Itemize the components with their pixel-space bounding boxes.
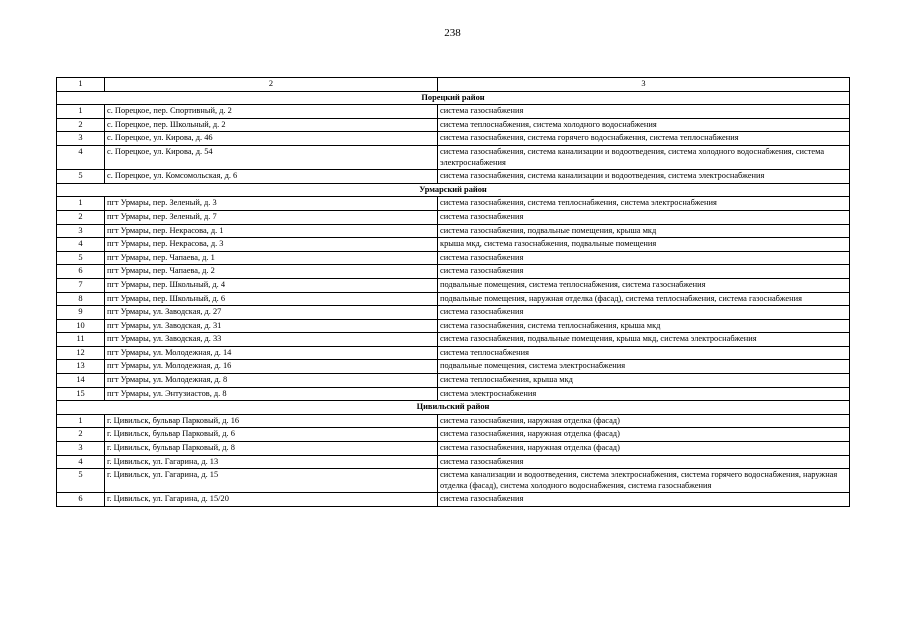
table-row [57, 170, 850, 184]
table-row [57, 346, 850, 360]
row-number: 1 [57, 197, 105, 211]
row-number: 8 [57, 292, 105, 306]
table-row [57, 105, 850, 119]
column-number-header: 1 [57, 78, 105, 92]
table-row [57, 442, 850, 456]
row-number: 15 [57, 387, 105, 401]
district-title: Порецкий район [57, 91, 850, 105]
table-row [57, 306, 850, 320]
row-address: с. Порецкое, ул. Кирова, д. 46 [105, 132, 438, 146]
row-number: 4 [57, 145, 105, 169]
row-systems: система газоснабжения [438, 251, 850, 265]
district-row [57, 183, 850, 197]
row-number: 3 [57, 224, 105, 238]
row-address: пгт Урмары, пер. Школьный, д. 4 [105, 278, 438, 292]
row-systems: система теплоснабжения [438, 346, 850, 360]
buildings-table [56, 77, 850, 507]
column-address-header: 2 [105, 78, 438, 92]
row-systems: система газоснабжения, система горячего водоснабжения, система теплоснабжения [438, 132, 850, 146]
row-address: пгт Урмары, пер. Зеленый, д. 3 [105, 197, 438, 211]
row-systems: подвальные помещения, наружная отделка (фасад), система теплоснабжения, система газоснабжения [438, 292, 850, 306]
district-row [57, 91, 850, 105]
table-row [57, 374, 850, 388]
row-systems: система газоснабжения [438, 306, 850, 320]
row-systems: система газоснабжения, наружная отделка (фасад) [438, 414, 850, 428]
row-address: г. Цивильск, ул. Гагарина, д. 13 [105, 455, 438, 469]
table-row [57, 333, 850, 347]
row-address: пгт Урмары, пер. Чапаева, д. 2 [105, 265, 438, 279]
row-address: пгт Урмары, ул. Молодежная, д. 8 [105, 374, 438, 388]
row-number: 2 [57, 118, 105, 132]
table-row [57, 132, 850, 146]
district-row [57, 401, 850, 415]
row-systems: система газоснабжения, наружная отделка (фасад) [438, 428, 850, 442]
table-row [57, 428, 850, 442]
table-row [57, 265, 850, 279]
row-address: г. Цивильск, бульвар Парковый, д. 6 [105, 428, 438, 442]
table-row [57, 292, 850, 306]
row-systems: система газоснабжения, система канализации и водоотведения, система электроснабжения [438, 170, 850, 184]
row-number: 5 [57, 469, 105, 493]
row-number: 2 [57, 428, 105, 442]
row-address: пгт Урмары, ул. Заводская, д. 31 [105, 319, 438, 333]
row-number: 12 [57, 346, 105, 360]
row-number: 5 [57, 170, 105, 184]
row-systems: система газоснабжения [438, 265, 850, 279]
row-address: пгт Урмары, пер. Школьный, д. 6 [105, 292, 438, 306]
row-number: 7 [57, 278, 105, 292]
row-systems: система газоснабжения, система канализации и водоотведения, система холодного водоснабжения, система электроснабжения [438, 145, 850, 169]
row-number: 3 [57, 442, 105, 456]
row-number: 4 [57, 238, 105, 252]
column-systems-header: 3 [438, 78, 850, 92]
row-address: с. Порецкое, пер. Школьный, д. 2 [105, 118, 438, 132]
row-address: с. Порецкое, ул. Кирова, д. 54 [105, 145, 438, 169]
row-address: г. Цивильск, ул. Гагарина, д. 15/20 [105, 493, 438, 507]
table-row [57, 197, 850, 211]
row-systems: система газоснабжения, наружная отделка (фасад) [438, 442, 850, 456]
district-title: Урмарский район [57, 183, 850, 197]
row-number: 2 [57, 210, 105, 224]
row-number: 14 [57, 374, 105, 388]
row-address: пгт Урмары, пер. Некрасова, д. 1 [105, 224, 438, 238]
row-number: 9 [57, 306, 105, 320]
row-number: 1 [57, 414, 105, 428]
row-systems: подвальные помещения, система теплоснабжения, система газоснабжения [438, 278, 850, 292]
row-number: 6 [57, 265, 105, 279]
row-number: 6 [57, 493, 105, 507]
row-address: пгт Урмары, пер. Чапаева, д. 1 [105, 251, 438, 265]
table-row [57, 251, 850, 265]
row-address: пгт Урмары, ул. Молодежная, д. 14 [105, 346, 438, 360]
row-address: пгт Урмары, ул. Заводская, д. 27 [105, 306, 438, 320]
table-row [57, 118, 850, 132]
table-row [57, 469, 850, 493]
row-number: 11 [57, 333, 105, 347]
row-systems: система газоснабжения [438, 493, 850, 507]
row-address: г. Цивильск, бульвар Парковый, д. 16 [105, 414, 438, 428]
row-systems: система теплоснабжения, система холодного водоснабжения [438, 118, 850, 132]
row-address: с. Порецкое, ул. Комсомольская, д. 6 [105, 170, 438, 184]
table-row [57, 493, 850, 507]
row-address: с. Порецкое, пер. Спортивный, д. 2 [105, 105, 438, 119]
table-row [57, 145, 850, 169]
row-number: 13 [57, 360, 105, 374]
row-systems: система газоснабжения, система теплоснабжения, крыша мкд [438, 319, 850, 333]
row-address: г. Цивильск, бульвар Парковый, д. 8 [105, 442, 438, 456]
row-address: пгт Урмары, ул. Молодежная, д. 16 [105, 360, 438, 374]
row-systems: система электроснабжения [438, 387, 850, 401]
row-systems: система газоснабжения, подвальные помещения, крыша мкд [438, 224, 850, 238]
table-row [57, 238, 850, 252]
table-row [57, 387, 850, 401]
row-address: пгт Урмары, пер. Зеленый, д. 7 [105, 210, 438, 224]
row-systems: система газоснабжения [438, 105, 850, 119]
row-number: 1 [57, 105, 105, 119]
row-address: г. Цивильск, ул. Гагарина, д. 15 [105, 469, 438, 493]
row-address: пгт Урмары, пер. Некрасова, д. 3 [105, 238, 438, 252]
row-systems: система газоснабжения, подвальные помещения, крыша мкд, система электроснабжения [438, 333, 850, 347]
row-address: пгт Урмары, ул. Заводская, д. 33 [105, 333, 438, 347]
table-row [57, 360, 850, 374]
table-row [57, 224, 850, 238]
table-row [57, 210, 850, 224]
row-address: пгт Урмары, ул. Энтузиастов, д. 8 [105, 387, 438, 401]
table-row [57, 278, 850, 292]
row-systems: система газоснабжения, система теплоснабжения, система электроснабжения [438, 197, 850, 211]
row-number: 5 [57, 251, 105, 265]
row-number: 4 [57, 455, 105, 469]
row-number: 3 [57, 132, 105, 146]
table-row [57, 414, 850, 428]
row-systems: система теплоснабжения, крыша мкд [438, 374, 850, 388]
row-systems: система газоснабжения [438, 455, 850, 469]
table-row [57, 319, 850, 333]
table-row [57, 455, 850, 469]
table-header-row [57, 78, 850, 92]
page-number: 238 [444, 27, 461, 39]
row-systems: система газоснабжения [438, 210, 850, 224]
row-systems: крыша мкд, система газоснабжения, подвальные помещения [438, 238, 850, 252]
row-number: 10 [57, 319, 105, 333]
district-title: Цивильский район [57, 401, 850, 415]
row-systems: подвальные помещения, система электроснабжения [438, 360, 850, 374]
row-systems: система канализации и водоотведения, система электроснабжения, система горячего водоснабжения, наружная отделка (фасад), система холодного водоснабжения, система газоснабжения [438, 469, 850, 493]
